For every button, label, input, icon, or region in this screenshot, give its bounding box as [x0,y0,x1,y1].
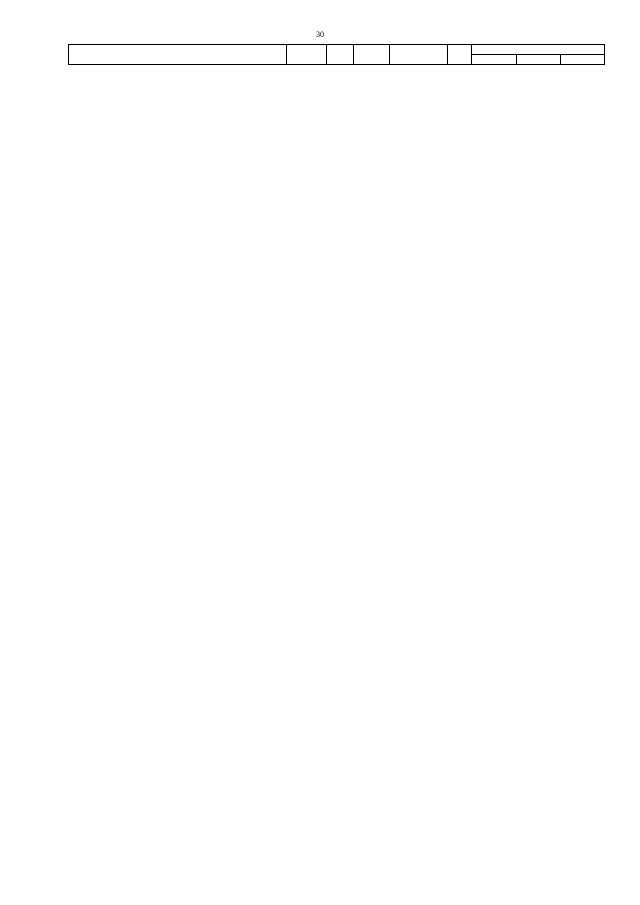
header-ministry [287,45,327,65]
header-section [327,45,354,65]
header-year-3 [561,55,605,65]
header-target [390,45,448,65]
header-year-1 [472,55,517,65]
header-subsection [354,45,390,65]
header-year-2 [517,55,561,65]
header-name [69,45,287,65]
header-sum [472,45,605,55]
header-expense-type [448,45,472,65]
budget-table [68,44,605,65]
table-header-row [69,45,605,55]
page-number: 30 [316,30,324,39]
